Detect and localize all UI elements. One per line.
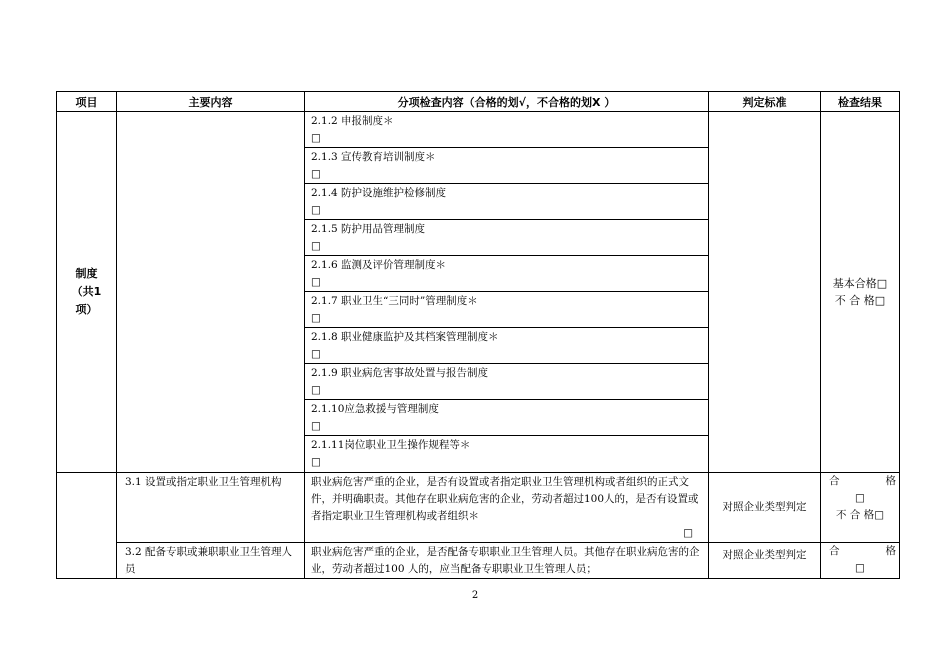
result-3-2 [821, 543, 900, 579]
checkbox[interactable]: □ [311, 420, 321, 432]
section-name-line: （共1 [71, 285, 102, 298]
result-pass-he: 合 [829, 475, 840, 487]
result-pass-he: 合 [829, 545, 840, 557]
sub-item-label: 2.1.4 防护设施维护检修制度 [311, 187, 447, 199]
detail-3-2: 职业病危害严重的企业，是否配备专职职业卫生管理人员。其他存在职业病危害的企业，劳动者超过100 人的，应当配备专职职业卫生管理人员； [305, 543, 709, 579]
checkbox[interactable]: □ [683, 527, 693, 539]
row-3-1 [57, 473, 900, 543]
sub-item [305, 256, 708, 292]
sub-item-label: 2.1.9 职业病危害事故处置与报告制度 [311, 367, 489, 379]
sub-item-label: 2.1.11岗位职业卫生操作规程等＊ [311, 439, 471, 451]
result-pass-ge: 格 [885, 545, 896, 557]
sub-item-label: 2.1.6 监测及评价管理制度＊ [311, 259, 447, 271]
sub-item [305, 328, 708, 364]
checkbox[interactable]: □ [855, 492, 865, 504]
sub-item-list [305, 112, 709, 473]
checkbox[interactable]: □ [311, 384, 321, 396]
checkbox[interactable]: □ [311, 204, 321, 216]
header-row [57, 92, 900, 112]
section-name-line: 制度 [75, 267, 98, 280]
checkbox[interactable]: □ [311, 348, 321, 360]
result-basic-pass[interactable]: 基本合格□ [832, 277, 888, 290]
inspection-table [56, 91, 900, 579]
detail-text: 职业病危害严重的企业，是否有设置或者指定职业卫生管理机构或者组织的正式文件，并明确职责。其他存在职业病危害的企业，劳动者超过100人的，是否有设置或者指定职业卫生管理机构或者组织＊ [311, 476, 699, 522]
page-number: 2 [471, 590, 479, 601]
sub-item [305, 184, 708, 220]
standard-3-1: 对照企业类型判定 [709, 473, 821, 543]
checkbox[interactable]: □ [855, 562, 865, 574]
detail-3-1 [305, 473, 709, 543]
sub-item-label: 2.1.2 申报制度＊ [311, 115, 394, 127]
header-project: 项目 [57, 92, 117, 112]
section-standard [709, 112, 821, 473]
sub-item [305, 220, 708, 256]
checkbox[interactable]: □ [311, 168, 321, 180]
header-result: 检查结果 [821, 92, 900, 112]
header-main-content: 主要内容 [117, 92, 305, 112]
section-row-system [57, 112, 900, 473]
main-content-3-1: 3.1 设置或指定职业卫生管理机构 [117, 473, 305, 543]
section-result [821, 112, 900, 473]
sub-item-label: 2.1.7 职业卫生“三同时”管理制度＊ [311, 295, 478, 307]
main-content-3-2: 3.2 配备专职或兼职职业卫生管理人员 [117, 543, 305, 579]
header-standard: 判定标准 [709, 92, 821, 112]
sub-item [305, 436, 708, 472]
checkbox[interactable]: □ [311, 456, 321, 468]
row-3-2 [57, 543, 900, 579]
section-name [57, 112, 117, 473]
checkbox[interactable]: □ [311, 240, 321, 252]
sub-item-label: 2.1.3 宣传教育培训制度＊ [311, 151, 436, 163]
row-3-project [57, 473, 117, 579]
sub-item [305, 112, 708, 148]
result-fail[interactable]: 不 合 格□ [834, 294, 886, 307]
sub-item [305, 364, 708, 400]
sub-item [305, 148, 708, 184]
section-name-line: 项） [75, 303, 98, 316]
section-main-content [117, 112, 305, 473]
sub-item-label: 2.1.5 防护用品管理制度 [311, 223, 426, 235]
checkbox[interactable]: □ [311, 312, 321, 324]
standard-3-2: 对照企业类型判定 [709, 543, 821, 579]
checkbox[interactable]: □ [311, 132, 321, 144]
header-sub-items: 分项检查内容（合格的划√，不合格的划X ） [305, 92, 709, 112]
sub-item [305, 292, 708, 328]
result-3-1 [821, 473, 900, 543]
result-fail[interactable]: 不 合 格□ [835, 509, 885, 521]
sub-item [305, 400, 708, 436]
checkbox[interactable]: □ [311, 276, 321, 288]
sub-item-label: 2.1.10应急救援与管理制度 [311, 403, 439, 415]
result-pass-ge: 格 [885, 475, 896, 487]
sub-item-label: 2.1.8 职业健康监护及其档案管理制度＊ [311, 331, 499, 343]
